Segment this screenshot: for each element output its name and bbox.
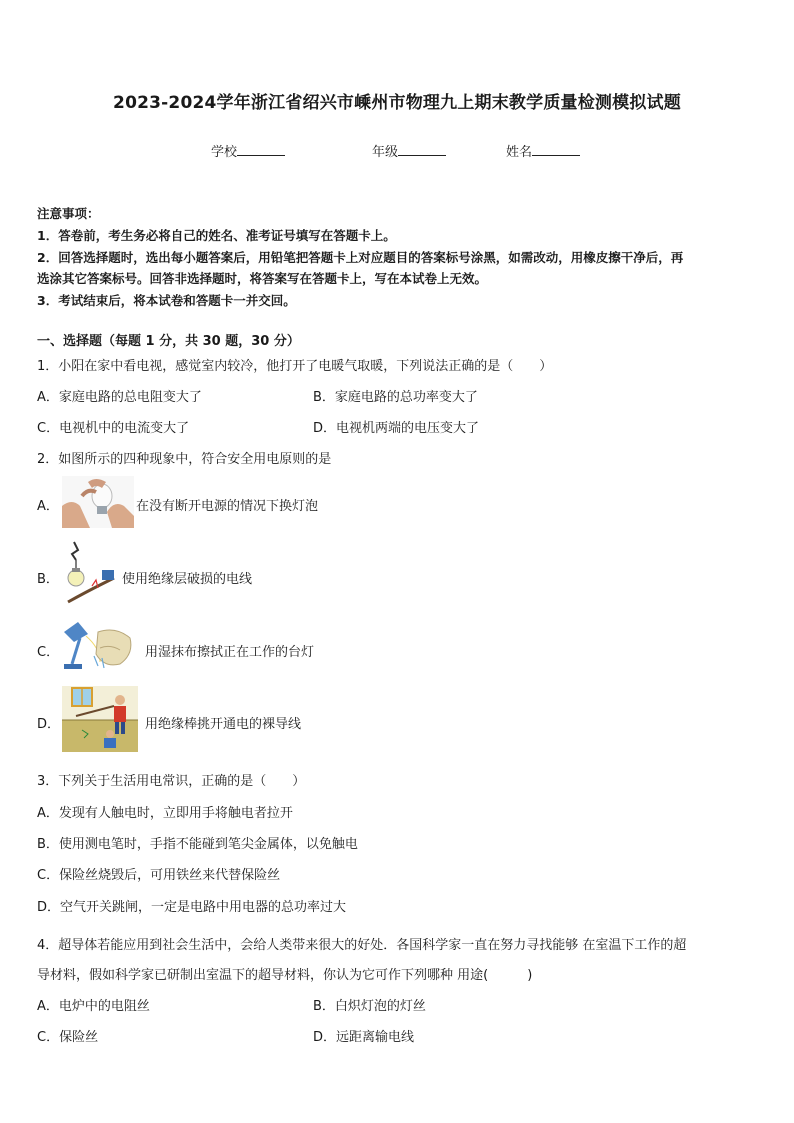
q4-option-c: C．保险丝 [37,1030,99,1045]
q2-stem: 2．如图所示的四种现象中，符合安全用电原则的是 [37,452,332,467]
q4-option-d: D．远距离输电线 [313,1030,415,1045]
desk-lamp-illustration [60,618,136,674]
q4-stem-line-1: 4．超导体若能应用到社会生活中，会给人类带来很大的好处．各国科学家一直在努力寻找能够 在室温下工作的超 [37,938,687,953]
q4-option-a: A．电炉中的电阻丝 [37,999,150,1014]
notice-item-3: 3．考试结束后，将本试卷和答题卡一并交回。 [37,293,296,308]
school-field [211,141,285,160]
q2-option-b-text: 使用绝缘层破损的电线 [122,572,253,587]
school-blank [237,143,285,156]
notice-item-1: 1．答卷前，考生务必将自己的姓名、准考证号填写在答题卡上。 [37,228,396,243]
q3-option-d: D．空气开关跳闸，一定是电路中用电器的总功率过大 [37,900,347,915]
q2-option-c-text: 用湿抹布擦拭正在工作的台灯 [145,645,315,660]
q1-option-d: D．电视机两端的电压变大了 [313,421,480,436]
name-blank [532,143,580,156]
notice-item-2: 2．回答选择题时，选出每小题答案后，用铅笔把答题卡上对应题目的答案标号涂黑，如需改动，用橡皮擦干净后，再 [37,250,684,265]
notice-heading: 注意事项： [37,206,100,221]
exam-title: 2023-2024学年浙江省绍兴市嵊州市物理九上期末教学质量检测模拟试题 [113,93,681,113]
name-label: 姓名 [506,145,533,160]
q3-option-c: C．保险丝烧毁后，可用铁丝来代替保险丝 [37,868,281,883]
name-field [506,141,580,160]
q2-option-d-label: D． [37,717,61,732]
q2-option-c-label: C． [37,645,60,660]
q3-stem: 3．下列关于生活用电常识，正确的是（ ） [37,774,306,789]
q4-stem-line-2: 导材料，假如科学家已研制出室温下的超导材料，你认为它可作下列哪种 用途( ) [37,968,533,983]
q2-option-d-text: 用绝缘棒挑开通电的裸导线 [145,717,302,732]
grade-label: 年级 [372,145,399,160]
q1-stem: 1．小阳在家中看电视，感觉室内较冷，他打开了电暖气取暖，下列说法正确的是（ ） [37,359,553,374]
q1-option-c: C．电视机中的电流变大了 [37,421,190,436]
grade-blank [398,143,446,156]
change-bulb-illustration [62,476,134,528]
damaged-wire-illustration [62,540,122,608]
q2-option-a-text: 在没有断开电源的情况下换灯泡 [136,499,319,514]
q4-option-b: B．白炽灯泡的灯丝 [313,999,426,1014]
grade-field [372,141,446,160]
section-heading: 一、选择题（每题 1 分，共 30 题，30 分） [37,334,300,349]
q2-option-a-label: A． [37,499,59,514]
notice-item-2-cont: 选涂其它答案标号。回答非选择题时，将答案写在答题卡上，写在本试卷上无效。 [37,271,488,286]
insulated-rod-illustration [62,686,138,752]
q1-option-a: A．家庭电路的总电阻变大了 [37,390,202,405]
q1-option-b: B．家庭电路的总功率变大了 [313,390,478,405]
q3-option-a: A．发现有人触电时，立即用手将触电者拉开 [37,806,293,821]
q2-option-b-label: B． [37,572,59,587]
school-label: 学校 [211,145,238,160]
q3-option-b: B．使用测电笔时，手指不能碰到笔尖金属体，以免触电 [37,837,358,852]
